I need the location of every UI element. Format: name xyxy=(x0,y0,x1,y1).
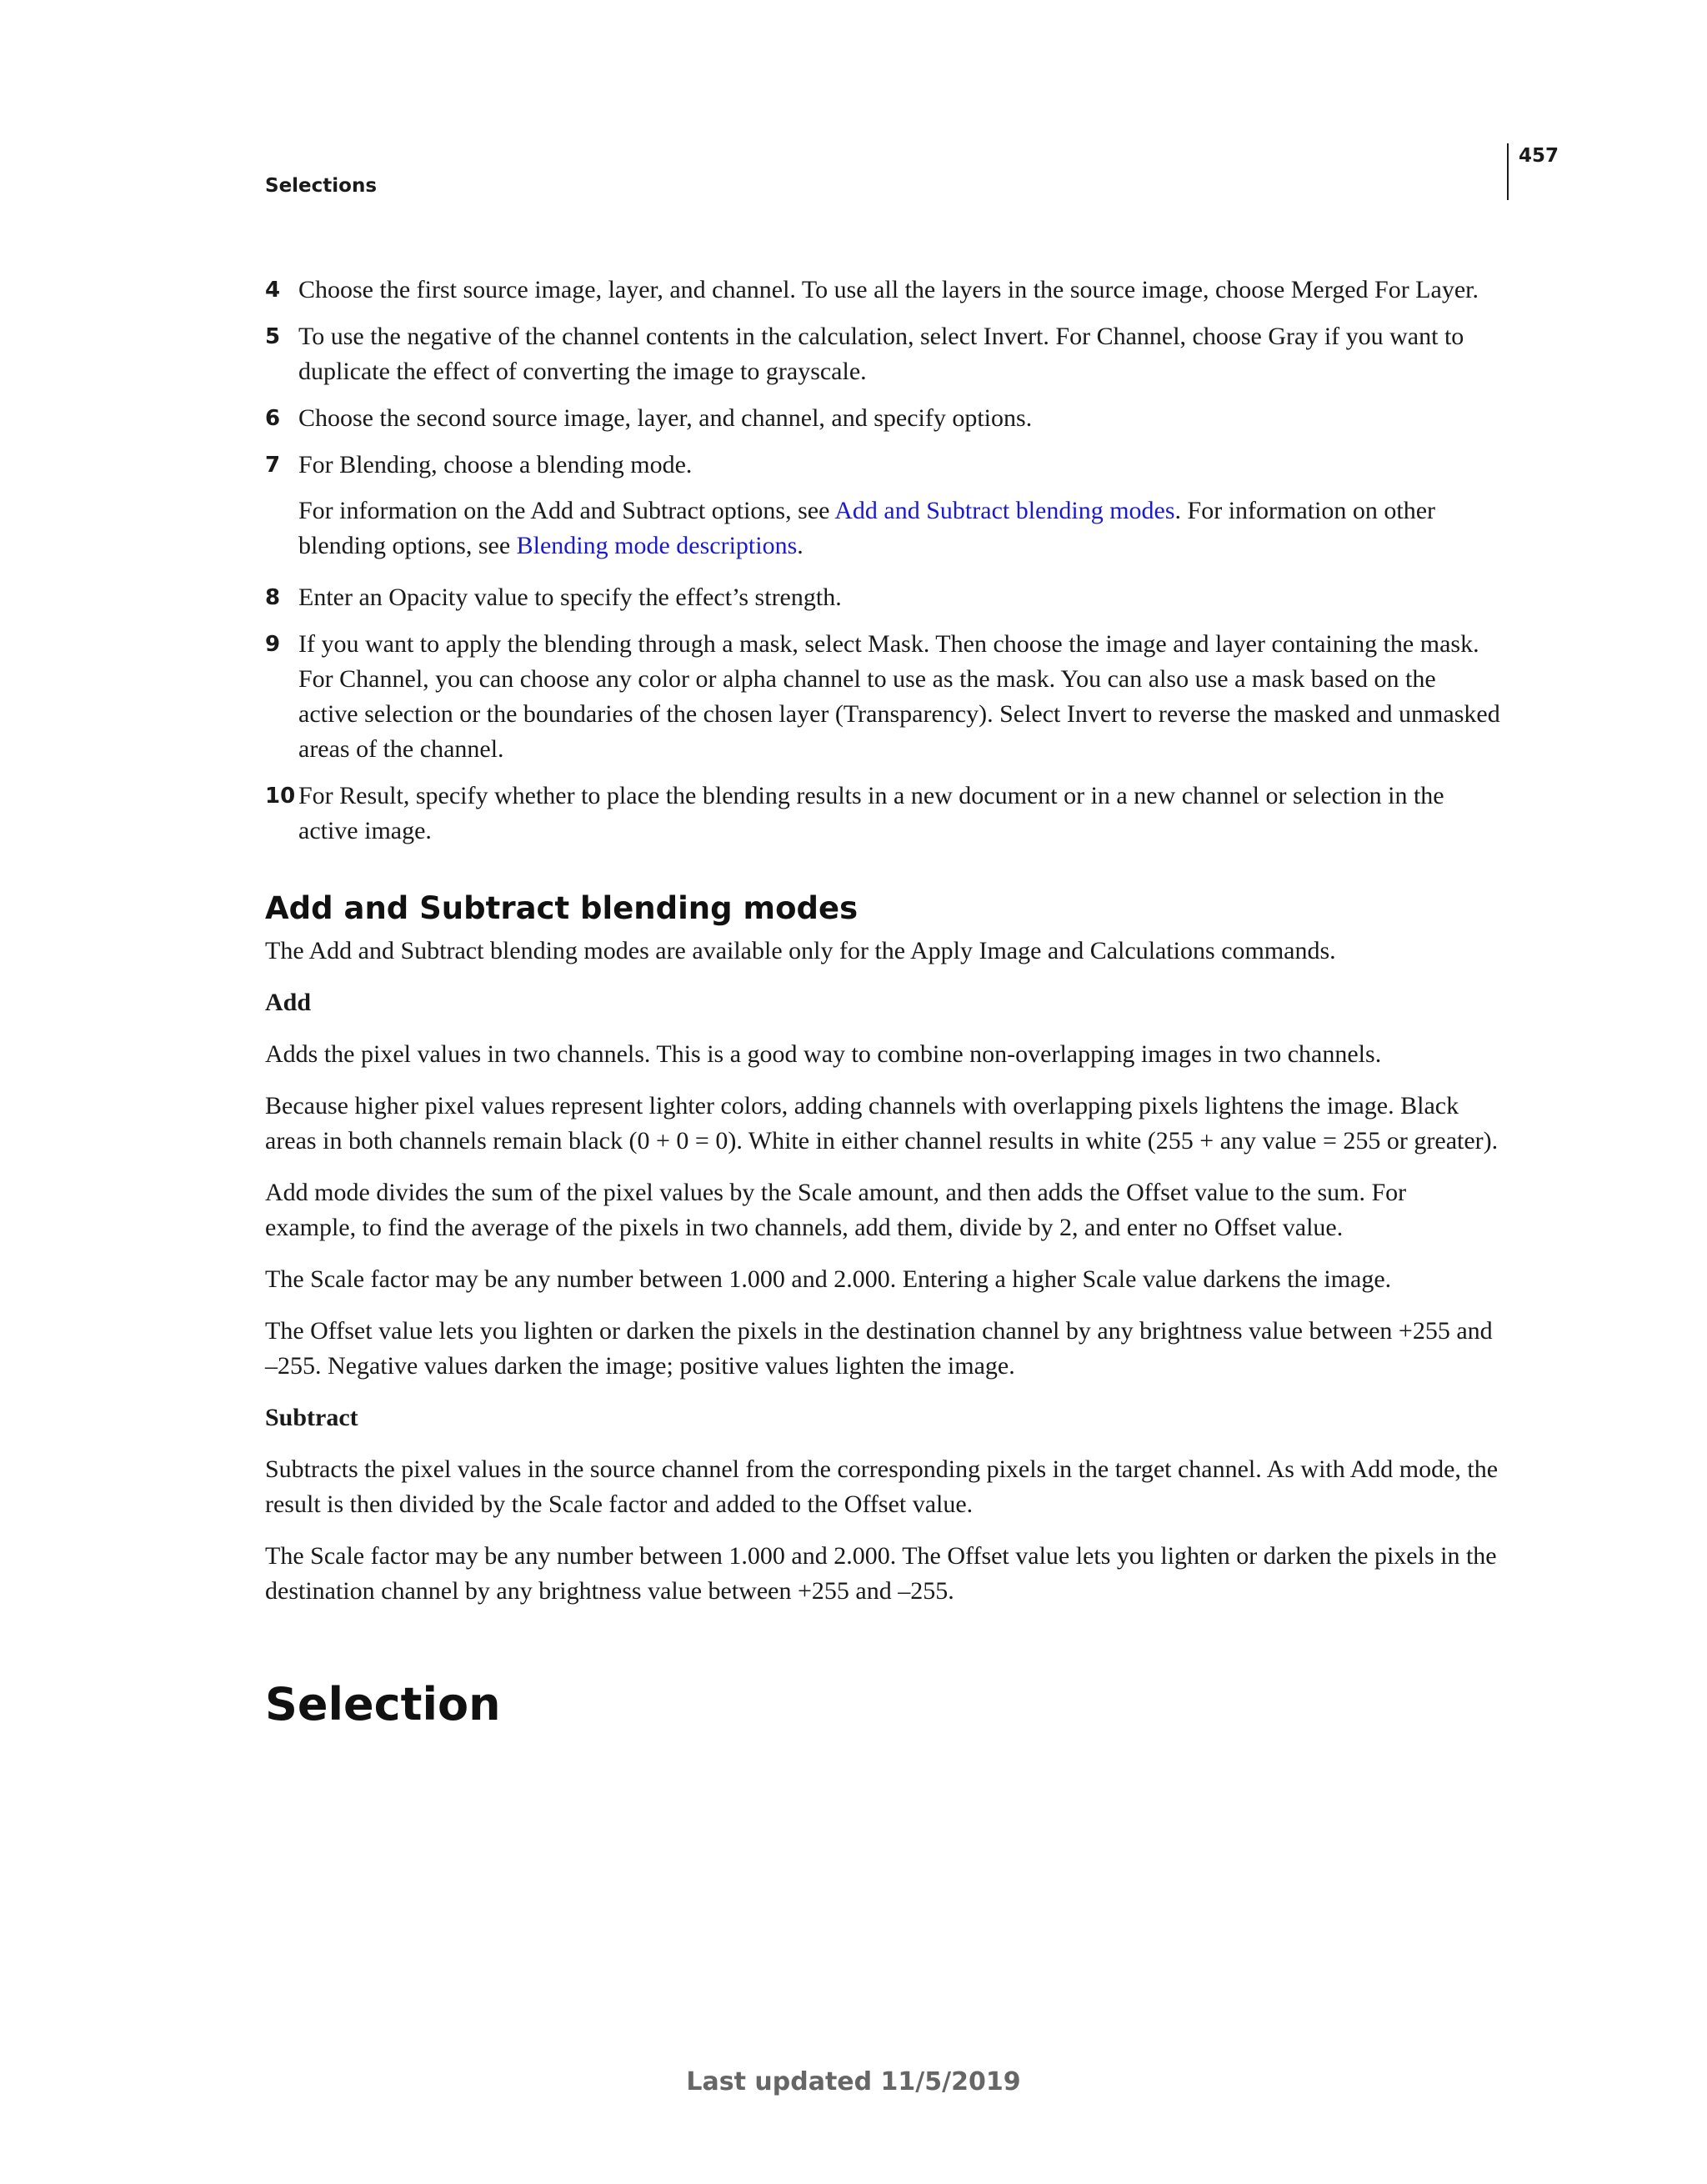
page-content xyxy=(265,273,1500,1732)
paragraph: The Offset value lets you lighten or darken the pixels in the destination channel by any brightness value between +255 and –255. Negative values darken the image; positive values lighten the image. xyxy=(265,1317,1493,1380)
step-7 xyxy=(265,448,1500,483)
step-8 xyxy=(265,580,1500,615)
step-5 xyxy=(265,319,1500,389)
step-number: 7 xyxy=(265,453,281,478)
section-heading: Add and Subtract blending modes xyxy=(265,890,859,926)
note-text: . xyxy=(797,532,803,559)
step-text: Enter an Opacity value to specify the effect’s strength. xyxy=(298,584,842,611)
link-blending-mode-descriptions[interactable]: Blending mode descriptions xyxy=(516,532,798,559)
note-text: For information on the Add and Subtract options, see xyxy=(298,497,835,524)
paragraph: The Scale factor may be any number between 1.000 and 2.000. Entering a higher Scale value darkens the image. xyxy=(265,1265,1392,1293)
step-text: For Result, specify whether to place the blending results in a new document or in a new channel or selection in the active image. xyxy=(298,782,1444,844)
step-text: Choose the first source image, layer, and channel. To use all the layers in the source image, choose Merged For Layer. xyxy=(298,276,1479,303)
step-6 xyxy=(265,401,1500,436)
paragraph: Because higher pixel values represent lighter colors, adding channels with overlapping pixels lightens the image. Black areas in both channels remain black (0 + 0 = 0). White in either channel results in white (255 + any value = 255 or greater). xyxy=(265,1092,1499,1155)
step-text: If you want to apply the blending through a mask, select Mask. Then choose the image and layer containing the mask. For Channel, you can choose any color or alpha channel to use as the mask. You can also use a mask based on the active selection or the boundaries of the chosen layer (Transparency). Select Invert to reverse the masked and unmasked areas of the channel. xyxy=(298,630,1500,763)
header-rule xyxy=(1507,143,1509,200)
paragraph: Subtracts the pixel values in the source channel from the corresponding pixels in the target channel. As with Add mode, the result is then divided by the Scale factor and added to the Offset value. xyxy=(265,1455,1499,1518)
page-number: 457 xyxy=(1519,145,1559,167)
step-number: 6 xyxy=(265,406,281,431)
step-number: 5 xyxy=(265,324,281,349)
step-text: Choose the second source image, layer, and channel, and specify options. xyxy=(298,404,1033,432)
paragraph: Adds the pixel values in two channels. This is a good way to combine non-overlapping images in two channels. xyxy=(265,1040,1382,1068)
step-4 xyxy=(265,273,1500,308)
step-10 xyxy=(265,779,1500,849)
step-9 xyxy=(265,627,1500,767)
step-text: For Blending, choose a blending mode. xyxy=(298,451,693,478)
step-number: 10 xyxy=(265,784,296,809)
note-text: . For information on other blending options, see xyxy=(298,497,1435,559)
step-7-note xyxy=(265,493,1500,564)
running-header-section: Selections xyxy=(265,175,378,197)
step-number: 9 xyxy=(265,632,281,657)
step-number: 8 xyxy=(265,585,281,610)
step-text: To use the negative of the channel contents in the calculation, select Invert. For Channel, choose Gray if you want to duplicate the effect of converting the image to grayscale. xyxy=(298,323,1464,385)
chapter-heading: Selection xyxy=(265,1678,501,1731)
paragraph: The Scale factor may be any number between 1.000 and 2.000. The Offset value lets you lighten or darken the pixels in the destination channel by any brightness value between +255 and –255. xyxy=(265,1542,1497,1605)
page-footer: Last updated 11/5/2019 xyxy=(686,2067,1021,2096)
section-intro: The Add and Subtract blending modes are available only for the Apply Image and Calculations commands. xyxy=(265,937,1336,964)
step-number: 4 xyxy=(265,278,281,303)
term-add: Add xyxy=(265,989,312,1016)
link-add-subtract-blending-modes[interactable]: Add and Subtract blending modes xyxy=(834,497,1175,524)
term-subtract: Subtract xyxy=(265,1404,358,1431)
paragraph: Add mode divides the sum of the pixel values by the Scale amount, and then adds the Offset value to the sum. For example, to find the average of the pixels in two channels, add them, divide by 2, and enter no Offset value. xyxy=(265,1179,1407,1241)
